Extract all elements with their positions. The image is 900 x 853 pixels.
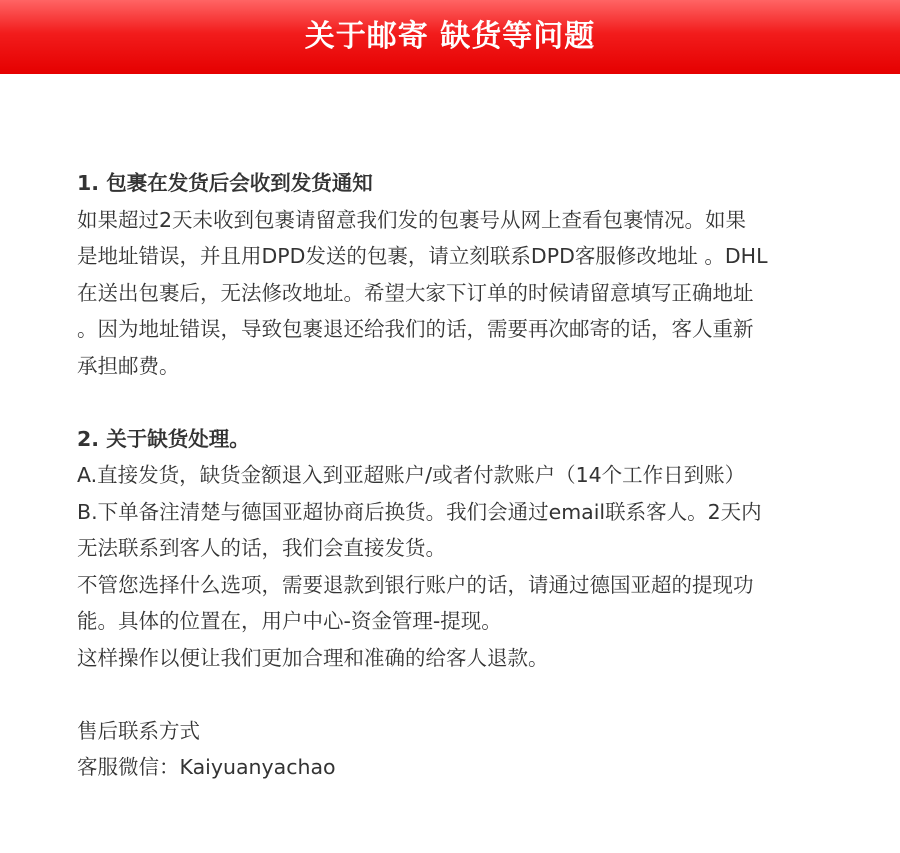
paragraph-line: 无法联系到客人的话，我们会直接发货。: [77, 536, 446, 560]
section-heading: 1. 包裹在发货后会收到发货通知: [77, 171, 373, 195]
section-out-of-stock: [77, 421, 827, 677]
section-shipping-notice: [77, 165, 827, 384]
section-heading: 2. 关于缺货处理。: [77, 426, 250, 451]
section-spacer: [77, 676, 827, 713]
page-title: 关于邮寄 缺货等问题: [304, 19, 596, 54]
paragraph-line: 能。具体的位置在，用户中心-资金管理-提现。: [77, 609, 502, 633]
paragraph-line: 。因为地址错误，导致包裹退还给我们的话，需要再次邮寄的话，客人重新: [77, 317, 754, 341]
paragraph-line: 承担邮费。: [77, 353, 180, 378]
notice-content: [77, 165, 827, 786]
section-contact: [77, 713, 827, 786]
paragraph-line: 如果超过2天未收到包裹请留意我们发的包裹号从网上查看包裹情况。如果: [77, 207, 747, 232]
header-banner: [0, 0, 900, 74]
paragraph-line: 是地址错误，并且用DPD发送的包裹，请立刻联系DPD客服修改地址 。DHL: [77, 244, 768, 268]
paragraph-line: A.直接发货，缺货金额退入到亚超账户/或者付款账户（14个工作日到账）: [77, 463, 746, 487]
paragraph-line: 不管您选择什么选项，需要退款到银行账户的话，请通过德国亚超的提现功: [77, 572, 754, 597]
paragraph-line: 在送出包裹后，无法修改地址。希望大家下订单的时候请留意填写正确地址: [77, 280, 754, 305]
paragraph-line: B.下单备注清楚与德国亚超协商后换货。我们会通过email联系客人。2天内: [77, 499, 762, 524]
paragraph-line: 这样操作以便让我们更加合理和准确的给客人退款。: [77, 645, 549, 670]
contact-wechat: 客服微信：Kaiyuanyachao: [77, 755, 336, 779]
section-spacer: [77, 384, 827, 421]
contact-heading: 售后联系方式: [77, 718, 200, 743]
